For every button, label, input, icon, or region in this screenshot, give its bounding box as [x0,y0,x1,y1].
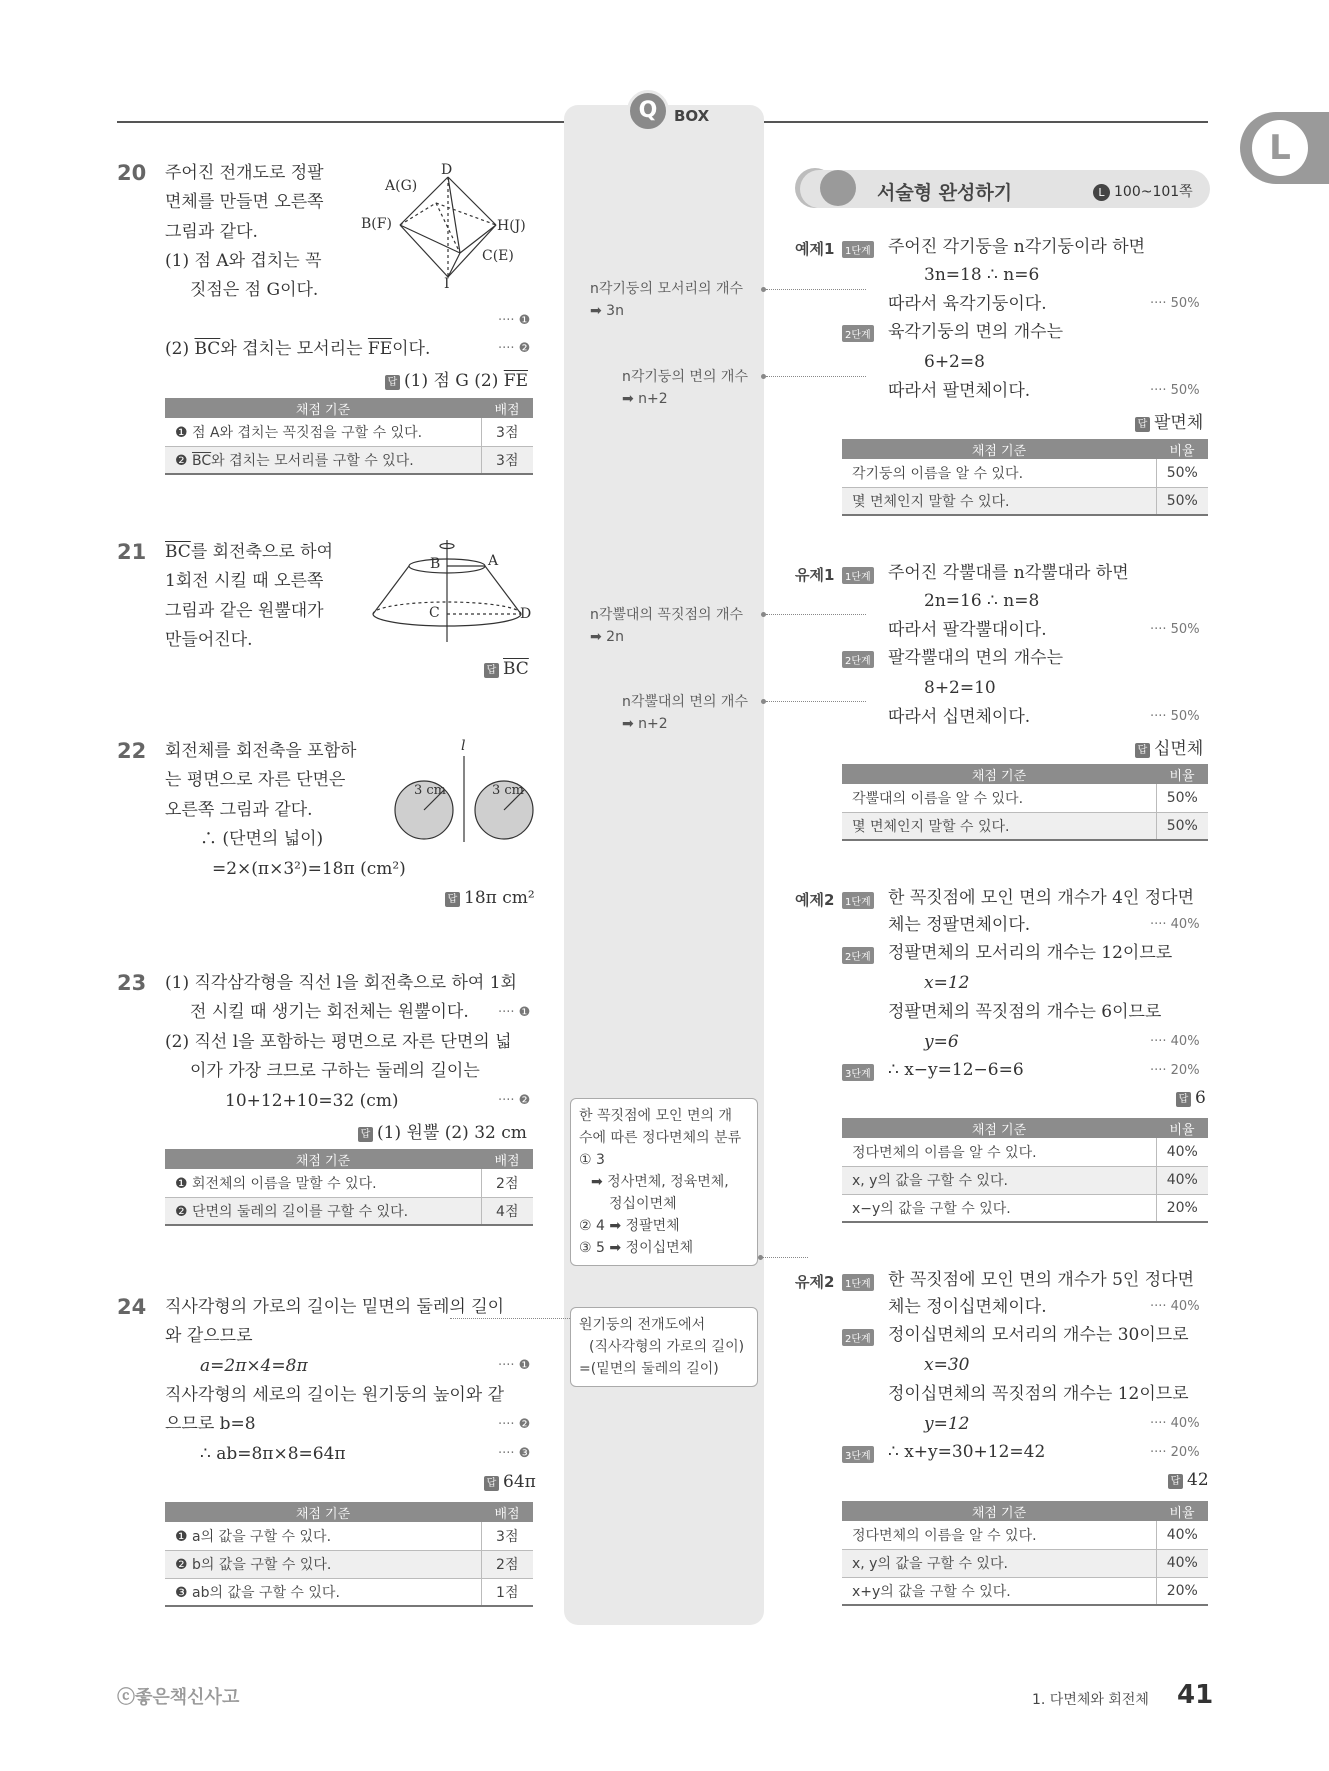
text-line: $\overline{BC}$를 회전축으로 하여 [165,542,334,562]
text-line: 주어진 전개도로 정팔 [165,163,324,183]
text-line: 그림과 같은 원뿔대가 [165,601,324,621]
score-mark: ···· ❶ [498,313,531,328]
table-row: ❶ a의 값을 구할 수 있다. 3점 [165,1522,533,1550]
text-line: 이가 가장 크므로 구하는 둘레의 길이는 [190,1061,480,1081]
score-mark: ···· 40% [1150,1299,1200,1314]
scoring-table [842,764,1208,841]
answer: 답 6 [1176,1088,1206,1108]
chapter-title: 1. 다면체와 회전체 [1032,1692,1149,1708]
problem-number: 20 [117,161,147,185]
vertex-label: D [520,606,532,622]
table-header: 비율 [1156,1118,1208,1138]
table-header: 채점 기준 [165,1149,481,1169]
problem-number: 23 [117,971,147,995]
text-line: 회전체를 회전축을 포함하 [165,741,357,761]
text-line: 만들어진다. [165,630,253,650]
answer: 답 (1) 점 G (2) $\overline{FE}$ [385,366,528,391]
step-badge: 2단계 [842,325,874,342]
text-line: 체는 정이십면체이다. [888,1297,1047,1317]
text-line: 따라서 육각기둥이다. [888,294,1047,314]
scoring-table [842,439,1208,516]
answer: 답 십면체 [1135,734,1203,759]
qbox-label: BOX [674,107,710,125]
table-header: 채점 기준 [842,1501,1156,1521]
score-mark: ···· ❷ [498,1093,531,1108]
table-row: x−y의 값을 구할 수 있다. 20% [842,1194,1208,1222]
text-line: 는 평면으로 자른 단면은 [165,770,346,790]
table-header: 채점 기준 [165,1502,481,1522]
qbox-note-box: 한 꼭짓점에 모인 면의 개 수에 따른 정다면체의 분류 ① 3 ➡ 정사면체, 정육면체, 정십이면체 ② 4 ➡ 정팔면체 ③ 5 ➡ 정이십면체 [570,1098,758,1266]
scoring-table [165,398,533,475]
table-row: 각기둥의 이름을 알 수 있다. 50% [842,459,1208,487]
table-header: 비율 [1156,439,1208,459]
radius-label: 3 cm [492,783,525,798]
qbox-badge: Q [627,90,669,132]
example-label: 유제2 [795,1273,835,1291]
step-badge: 1단계 [842,892,874,909]
step-badge: 1단계 [842,1274,874,1291]
page-number: 41 [1177,1680,1214,1710]
axis-label: l [461,738,466,754]
text-line: x=12 [924,973,970,993]
scoring-table [842,1118,1208,1223]
table-row: x+y의 값을 구할 수 있다. 20% [842,1577,1208,1605]
table-header: 채점 기준 [842,764,1156,784]
qbox-note: n각기둥의 모서리의 개수 [590,281,744,297]
answer: 답 42 [1168,1470,1209,1490]
qbox-strip [564,105,764,1625]
table-row: x, y의 값을 구할 수 있다. 40% [842,1166,1208,1194]
answer: 답 64π [484,1472,536,1492]
table-row: 몇 면체인지 말할 수 있다. 50% [842,487,1208,515]
text-line: 체는 정팔면체이다. [888,915,1031,935]
text-line: 8+2=10 [924,678,996,698]
table-header: 채점 기준 [842,439,1156,459]
header-decor [820,170,856,206]
table-header: 배점 [481,1149,533,1169]
text-line: 정이십면체의 꼭짓점의 개수는 12이므로 [888,1384,1189,1404]
text-line: 따라서 팔각뿔대이다. [888,620,1047,640]
text-line: 주어진 각기둥을 n각기둥이라 하면 [888,237,1146,257]
vertex-label: C(E) [482,248,514,264]
text-line: 육각기둥의 면의 개수는 [888,322,1064,342]
table-row: ❶ 회전체의 이름을 말할 수 있다. 2점 [165,1169,533,1197]
text-line: 짓점은 점 G이다. [190,280,319,300]
qbox-note: ➡ n+2 [622,716,668,732]
vertex-label: B [430,556,441,572]
table-header: 비율 [1156,1501,1208,1521]
text-line: (1) 점 A와 겹치는 꼭 [165,251,322,271]
scoring-table [165,1502,533,1607]
text-line: 와 같으므로 [165,1326,253,1346]
text-line: (2) $\overline{BC}$와 겹치는 모서리는 $\overline{FE}$이다. [165,339,431,359]
step-badge: 3단계 [842,1446,874,1463]
table-header: 채점 기준 [842,1118,1156,1138]
radius-label: 3 cm [414,783,447,798]
text-line: 오른쪽 그림과 같다. [165,800,313,820]
connector-line [766,701,866,702]
text-line: 한 꼭짓점에 모인 면의 개수가 5인 정다면 [888,1270,1194,1290]
score-mark: ···· 50% [1150,709,1200,724]
text-line: a=2π×4=8π [200,1356,308,1376]
table-row: ❷ 단면의 둘레의 길이를 구할 수 있다. 4점 [165,1197,533,1225]
problem-number: 22 [117,739,147,763]
scoring-table [165,1149,533,1226]
example-label: 유제1 [795,566,835,584]
step-badge: 2단계 [842,947,874,964]
example-label: 예제1 [795,240,835,258]
chapter-tab-letter: L [1252,120,1308,176]
text-line: 으므로 b=8 [165,1414,256,1434]
table-row: ❷ b의 값을 구할 수 있다. 2점 [165,1550,533,1578]
table-row: x, y의 값을 구할 수 있다. 40% [842,1549,1208,1577]
qbox-note: n각뿔대의 꼭짓점의 개수 [590,607,744,623]
score-mark: ···· 40% [1150,917,1200,932]
text-line: 전 시킬 때 생기는 회전체는 원뿔이다. [190,1002,469,1022]
connector-line [766,614,866,615]
text-line: 3n=18 ∴ n=6 [924,265,1040,285]
vertex-label: D [441,162,453,178]
qbox-note: ➡ 3n [590,303,624,319]
text-line: ∴ x+y=30+12=42 [888,1442,1046,1462]
text-line: 한 꼭짓점에 모인 면의 개수가 4인 정다면 [888,888,1194,908]
text-line: 정이십면체의 모서리의 개수는 30이므로 [888,1325,1189,1345]
score-mark: ···· ❸ [498,1446,531,1461]
score-mark: ···· 50% [1150,622,1200,637]
score-mark: ···· ❶ [498,1005,531,1020]
text-line: 1회전 시킬 때 오른쪽 [165,571,324,591]
section-title: 서술형 완성하기 [877,182,1013,204]
problem-number: 24 [117,1295,147,1319]
vertex-label: B(F) [361,216,392,232]
table-row: ❸ ab의 값을 구할 수 있다. 1점 [165,1578,533,1606]
score-mark: ···· 50% [1150,383,1200,398]
problem-number: 21 [117,540,147,564]
text-line: ∴ x−y=12−6=6 [888,1060,1024,1080]
vertex-label: A [488,553,499,569]
qbox-note-box: 원기둥의 전개도에서 (직사각형의 가로의 길이) =(밑면의 둘레의 길이) [570,1307,758,1387]
connector-line [766,289,866,290]
step-badge: 3단계 [842,1064,874,1081]
text-line: 직사각형의 가로의 길이는 밑면의 둘레의 길이 [165,1297,505,1317]
qbox-note: ➡ 2n [590,629,624,645]
table-header: 비율 [1156,764,1208,784]
qbox-note: ➡ n+2 [622,391,668,407]
text-line: 면체를 만들면 오른쪽 [165,192,324,212]
scoring-table [842,1501,1208,1606]
example-label: 예제2 [795,891,835,909]
score-mark: ···· ❷ [498,341,531,356]
score-mark: ···· 40% [1150,1034,1200,1049]
answer: 답 18π cm² [445,888,535,908]
text-line: y=12 [924,1414,970,1434]
page-reference: L 100~101쪽 [1093,181,1193,201]
table-header: 배점 [481,1502,533,1522]
table-row: 정다면체의 이름을 알 수 있다. 40% [842,1138,1208,1166]
text-line: 정팔면체의 꼭짓점의 개수는 6이므로 [888,1002,1162,1022]
answer: 답 $\overline{BC}$ [484,659,529,679]
text-line: 6+2=8 [924,352,985,372]
connector-line [766,376,866,377]
qbox-note: n각기둥의 면의 개수 [622,369,748,385]
text-line: 팔각뿔대의 면의 개수는 [888,648,1064,668]
text-line: =2×(π×3²)=18π (cm²) [212,859,406,879]
table-header: 배점 [481,398,533,418]
text-line: 정팔면체의 모서리의 개수는 12이므로 [888,943,1173,963]
vertex-label: A(G) [385,178,418,194]
text-line: ∴ ab=8π×8=64π [200,1444,346,1464]
table-row: 정다면체의 이름을 알 수 있다. 40% [842,1521,1208,1549]
step-badge: 1단계 [842,567,874,584]
step-badge: 2단계 [842,1329,874,1346]
publisher-logo: ⓒ좋은책신사고 [117,1687,240,1708]
text-line: 10+12+10=32 (cm) [225,1091,399,1111]
connector-line [450,1318,570,1319]
vertex-label: I [444,276,450,292]
text-line: 2n=16 ∴ n=8 [924,591,1040,611]
text-line: 따라서 십면체이다. [888,707,1031,727]
table-row: ❶ 점 A와 겹치는 꼭짓점을 구할 수 있다. 3점 [165,418,533,446]
text-line: (2) 직선 l을 포함하는 평면으로 자른 단면의 넓 [165,1032,512,1052]
answer: 답 (1) 원뿔 (2) 32 cm [358,1118,527,1143]
text-line: (1) 직각삼각형을 직선 l을 회전축으로 하여 1회 [165,973,517,993]
step-badge: 2단계 [842,651,874,668]
vertex-label: H(J) [497,218,526,234]
score-mark: ···· 20% [1150,1063,1200,1078]
step-badge: 1단계 [842,241,874,258]
text-line: 그림과 같다. [165,222,258,242]
score-mark: ···· 50% [1150,296,1200,311]
text-line: x=30 [924,1355,970,1375]
text-line: 주어진 각뿔대를 n각뿔대라 하면 [888,563,1129,583]
text-line: ∴ (단면의 넓이) [200,829,324,849]
table-row: ❷ $\overline{BC}$와 겹치는 모서리를 구할 수 있다. 3점 [165,446,533,474]
score-mark: ···· ❶ [498,1358,531,1373]
table-header: 채점 기준 [165,398,481,418]
answer: 답 팔면체 [1135,408,1203,433]
text-line: 따라서 팔면체이다. [888,381,1031,401]
score-mark: ···· 40% [1150,1416,1200,1431]
vertex-label: C [429,605,440,621]
frustum-figure [365,538,540,648]
text-line: 직사각형의 세로의 길이는 원기둥의 높이와 같 [165,1385,505,1405]
score-mark: ···· 20% [1150,1445,1200,1460]
score-mark: ···· ❷ [498,1417,531,1432]
table-row: 각뿔대의 이름을 알 수 있다. 50% [842,784,1208,812]
qbox-note: n각뿔대의 면의 개수 [622,694,748,710]
text-line: y=6 [924,1032,959,1052]
table-row: 몇 면체인지 말할 수 있다. 50% [842,812,1208,840]
connector-line [763,1257,808,1258]
